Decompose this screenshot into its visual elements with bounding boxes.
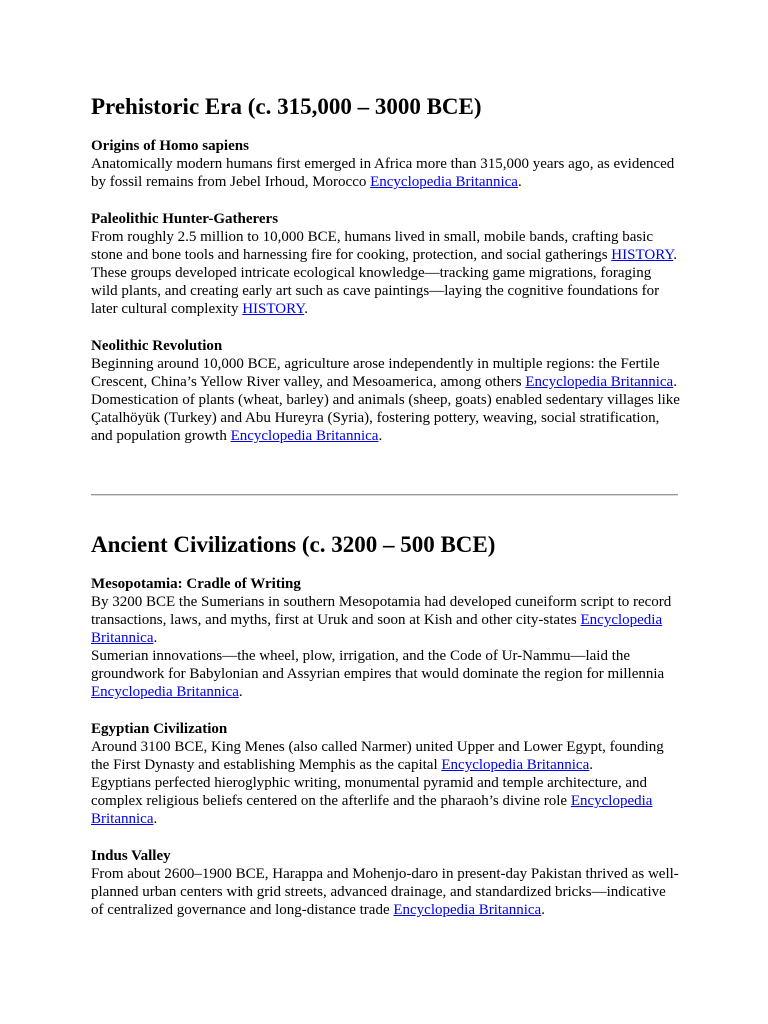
subsection-indus-valley xyxy=(91,847,681,919)
paragraph-tail: . xyxy=(153,811,158,827)
paragraph xyxy=(91,865,681,919)
paragraph-tail: . xyxy=(304,301,308,317)
subsection-paleolithic xyxy=(91,210,681,318)
section-prehistoric-era xyxy=(91,93,681,445)
section-title: Ancient Civilizations (c. 3200 – 500 BCE) xyxy=(91,532,496,557)
paragraph-tail: . xyxy=(378,428,383,444)
paragraph-tail: . xyxy=(673,374,677,390)
paragraph xyxy=(91,264,681,318)
citation-link[interactable]: Encyclopedia Britannica xyxy=(393,902,542,918)
paragraph-text: Anatomically modern humans first emerged in Africa more than 315,000 years ago, as evidenced by fossil remains from Jebel Irhoud, Morocco xyxy=(91,156,675,190)
citation-link[interactable]: Encyclopedia Britannica xyxy=(91,684,239,700)
citation-link[interactable]: Encyclopedia Britannica xyxy=(370,174,518,190)
paragraph-text: Egyptians perfected hieroglyphic writing, monumental pyramid and temple architecture, and complex religious beliefs centered on the afterlife and the pharaoh’s divine role xyxy=(91,775,648,809)
paragraph-tail: . xyxy=(589,757,593,773)
paragraph-text: By 3200 BCE the Sumerians in southern Mesopotamia had developed cuneiform script to record transactions, laws, and myths, first at Uruk and soon at Kish and other city-states xyxy=(91,594,672,628)
paragraph xyxy=(91,593,681,647)
subsection-origins xyxy=(91,137,681,191)
citation-link[interactable]: Encyclopedia Britannica xyxy=(91,612,663,646)
subsection-egypt xyxy=(91,720,681,828)
citation-link[interactable]: HISTORY xyxy=(611,247,674,263)
paragraph-text: Sumerian innovations—the wheel, plow, irrigation, and the Code of Ur-Nammu—laid the groundwork for Babylonian and Assyrian empires that would dominate the region for millennia xyxy=(91,648,665,682)
paragraph-tail: . xyxy=(673,247,678,263)
paragraph xyxy=(91,738,681,774)
subsection-mesopotamia xyxy=(91,575,681,701)
paragraph xyxy=(91,774,681,828)
section-title: Prehistoric Era (c. 315,000 – 3000 BCE) xyxy=(91,94,482,119)
paragraph xyxy=(91,355,681,391)
subsection-neolithic xyxy=(91,337,681,445)
paragraph xyxy=(91,391,681,445)
subsection-heading: Paleolithic Hunter-Gatherers xyxy=(91,211,279,227)
paragraph-tail: . xyxy=(541,902,545,918)
citation-link[interactable]: Encyclopedia Britannica xyxy=(441,757,590,773)
citation-link[interactable]: Encyclopedia Britannica xyxy=(91,793,653,827)
paragraph-text: From about 2600–1900 BCE, Harappa and Mohenjo-daro in present-day Pakistan thrived as well-planned urban centers with grid streets, advanced drainage, and standardized bricks—indicative of centralized governance and long-distance trade xyxy=(91,866,679,918)
paragraph-text: These groups developed intricate ecological knowledge—tracking game migrations, foraging wild plants, and creating early art such as cave paintings—laying the cognitive foundations for later cultural complexity xyxy=(91,265,660,317)
horizontal-rule xyxy=(91,494,678,496)
paragraph-tail: . xyxy=(517,174,522,190)
paragraph xyxy=(91,228,681,264)
citation-link[interactable]: HISTORY xyxy=(242,301,305,317)
paragraph-text: From roughly 2.5 million to 10,000 BCE, humans lived in small, mobile bands, crafting basic stone and bone tools and harnessing fire for cooking, protection, and social gatherings xyxy=(91,229,654,263)
paragraph-text: Beginning around 10,000 BCE, agriculture arose independently in multiple regions: the Fertile Crescent, China’s Yellow River valley, and Mesoamerica, among others xyxy=(91,356,660,390)
citation-link[interactable]: Encyclopedia Britannica xyxy=(230,428,379,444)
paragraph xyxy=(91,647,681,701)
citation-link[interactable]: Encyclopedia Britannica xyxy=(525,374,674,390)
subsection-heading: Origins of Homo sapiens xyxy=(91,138,249,154)
paragraph-text: Around 3100 BCE, King Menes (also called Narmer) united Upper and Lower Egypt, founding the First Dynasty and establishing Memphis as the capital xyxy=(91,739,664,773)
paragraph-text: Domestication of plants (wheat, barley) and animals (sheep, goats) enabled sedentary villages like Çatalhöyük (Turkey) and Abu Hureyra (Syria), fostering pottery, weaving, social stratification, and population growth xyxy=(91,392,680,444)
subsection-heading: Neolithic Revolution xyxy=(91,338,223,354)
subsection-heading: Mesopotamia: Cradle of Writing xyxy=(91,576,301,592)
section-ancient-civilizations xyxy=(91,531,681,919)
paragraph xyxy=(91,155,681,191)
paragraph-tail: . xyxy=(238,684,243,700)
subsection-heading: Indus Valley xyxy=(91,848,171,864)
subsection-heading: Egyptian Civilization xyxy=(91,721,228,737)
paragraph-tail: . xyxy=(153,630,158,646)
